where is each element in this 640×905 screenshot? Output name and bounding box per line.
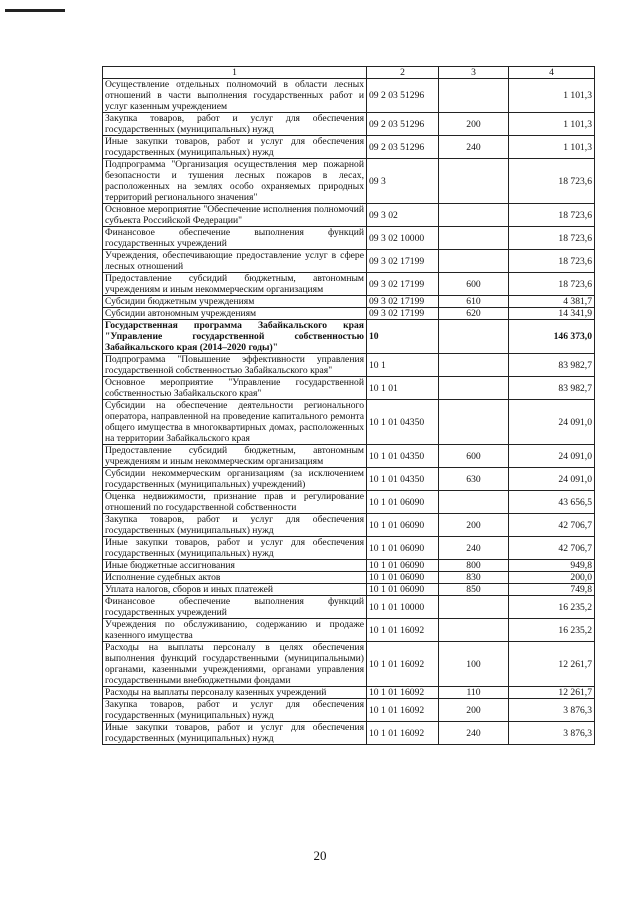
- row-code: 10 1: [367, 354, 439, 377]
- row-expense-type: 110: [439, 687, 509, 699]
- row-code: 10 1 01 16092: [367, 699, 439, 722]
- row-name: Оценка недвижимости, признание прав и регулирование отношений по государственной собственности: [103, 491, 367, 514]
- top-rule: [5, 9, 65, 12]
- row-sum: 18 723,6: [509, 227, 595, 250]
- row-expense-type: 830: [439, 572, 509, 584]
- row-expense-type: 200: [439, 113, 509, 136]
- row-code: 10: [367, 320, 439, 354]
- row-code: 10 1 01 04350: [367, 400, 439, 445]
- header-col-1: 1: [103, 67, 367, 79]
- row-sum: 949,8: [509, 560, 595, 572]
- row-expense-type: 630: [439, 468, 509, 491]
- row-expense-type: 850: [439, 584, 509, 596]
- row-sum: 16 235,2: [509, 596, 595, 619]
- row-sum: 42 706,7: [509, 514, 595, 537]
- row-name: Субсидии бюджетным учреждениям: [103, 296, 367, 308]
- row-name: Иные бюджетные ассигнования: [103, 560, 367, 572]
- row-name: Основное мероприятие "Обеспечение исполнения полномочий субъекта Российской Федерации": [103, 204, 367, 227]
- row-name: Иные закупки товаров, работ и услуг для обеспечения государственных (муниципальных) нужд: [103, 722, 367, 745]
- table-row: [103, 596, 595, 619]
- row-name: Субсидии некоммерческим организациям (за исключением государственных (муниципальных) учреждений): [103, 468, 367, 491]
- row-name: Предоставление субсидий бюджетным, автономным учреждениям и иным некоммерческим организациям: [103, 445, 367, 468]
- table-row: [103, 320, 595, 354]
- row-code: 10 1 01 10000: [367, 596, 439, 619]
- row-name: Субсидии автономным учреждениям: [103, 308, 367, 320]
- table-row: [103, 468, 595, 491]
- table-row: [103, 250, 595, 273]
- row-expense-type: 200: [439, 514, 509, 537]
- table-row: [103, 227, 595, 250]
- row-code: 09 2 03 51296: [367, 113, 439, 136]
- row-code: 10 1 01 16092: [367, 722, 439, 745]
- table-row: [103, 572, 595, 584]
- row-expense-type: 600: [439, 445, 509, 468]
- row-expense-type: 600: [439, 273, 509, 296]
- row-code: 09 3 02 17199: [367, 308, 439, 320]
- row-sum: 749,8: [509, 584, 595, 596]
- table-row: [103, 722, 595, 745]
- row-expense-type: [439, 596, 509, 619]
- row-code: 09 3 02 10000: [367, 227, 439, 250]
- row-code: 09 3 02 17199: [367, 250, 439, 273]
- row-code: 09 2 03 51296: [367, 79, 439, 113]
- row-sum: 1 101,3: [509, 136, 595, 159]
- row-code: 10 1 01: [367, 377, 439, 400]
- row-code: 10 1 01 06090: [367, 572, 439, 584]
- row-name: Подпрограмма "Повышение эффективности управления государственной собственностью Забайкальского края": [103, 354, 367, 377]
- row-sum: 83 982,7: [509, 354, 595, 377]
- table-row: [103, 113, 595, 136]
- table-row: [103, 699, 595, 722]
- budget-table: [102, 66, 595, 745]
- row-sum: 42 706,7: [509, 537, 595, 560]
- table-row: [103, 491, 595, 514]
- row-code: 10 1 01 06090: [367, 514, 439, 537]
- row-name: Уплата налогов, сборов и иных платежей: [103, 584, 367, 596]
- row-name: Подпрограмма "Организация осуществления мер пожарной безопасности и тушения лесных пожаров в лесах, расположенных на землях особо охраняемых природных территорий регионального значения": [103, 159, 367, 204]
- table-row: [103, 354, 595, 377]
- row-expense-type: 610: [439, 296, 509, 308]
- row-sum: 146 373,0: [509, 320, 595, 354]
- table-row: [103, 136, 595, 159]
- row-sum: 83 982,7: [509, 377, 595, 400]
- table-row: [103, 79, 595, 113]
- row-sum: 24 091,0: [509, 445, 595, 468]
- row-name: Закупка товаров, работ и услуг для обеспечения государственных (муниципальных) нужд: [103, 113, 367, 136]
- row-sum: 18 723,6: [509, 159, 595, 204]
- row-code: 10 1 01 16092: [367, 619, 439, 642]
- row-code: 10 1 01 16092: [367, 687, 439, 699]
- row-name: Предоставление субсидий бюджетным, автономным учреждениям и иным некоммерческим организациям: [103, 273, 367, 296]
- row-name: Субсидии на обеспечение деятельности регионального оператора, направленной на проведение капитального ремонта общего имущества в многоквартирных домах, расположенных на территории Забайкальского края: [103, 400, 367, 445]
- row-sum: 18 723,6: [509, 204, 595, 227]
- row-sum: 16 235,2: [509, 619, 595, 642]
- row-code: 09 3 02 17199: [367, 296, 439, 308]
- table-row: [103, 204, 595, 227]
- row-expense-type: [439, 619, 509, 642]
- row-name: Расходы на выплаты персоналу казенных учреждений: [103, 687, 367, 699]
- row-expense-type: [439, 227, 509, 250]
- row-name: Расходы на выплаты персоналу в целях обеспечения выполнения функций государственными (муниципальными) органами, казенными учреждениями, органами управления государственными внебюджетными фондами: [103, 642, 367, 687]
- row-expense-type: 200: [439, 699, 509, 722]
- table-row: [103, 642, 595, 687]
- table-row: [103, 159, 595, 204]
- row-sum: 12 261,7: [509, 642, 595, 687]
- row-expense-type: [439, 159, 509, 204]
- row-code: 09 2 03 51296: [367, 136, 439, 159]
- row-name: Осуществление отдельных полномочий в области лесных отношений в части выполнения государственных работ и услуг казенным учреждением: [103, 79, 367, 113]
- row-code: 10 1 01 16092: [367, 642, 439, 687]
- row-code: 10 1 01 04350: [367, 468, 439, 491]
- row-expense-type: [439, 204, 509, 227]
- table-row: [103, 584, 595, 596]
- row-expense-type: 240: [439, 722, 509, 745]
- row-name: Финансовое обеспечение выполнения функций государственных учреждений: [103, 596, 367, 619]
- row-expense-type: 800: [439, 560, 509, 572]
- row-sum: 18 723,6: [509, 250, 595, 273]
- row-sum: 18 723,6: [509, 273, 595, 296]
- row-code: 10 1 01 04350: [367, 445, 439, 468]
- row-code: 09 3: [367, 159, 439, 204]
- row-expense-type: 100: [439, 642, 509, 687]
- row-name: Закупка товаров, работ и услуг для обеспечения государственных (муниципальных) нужд: [103, 514, 367, 537]
- table-row: [103, 296, 595, 308]
- row-name: Закупка товаров, работ и услуг для обеспечения государственных (муниципальных) нужд: [103, 699, 367, 722]
- table-row: [103, 273, 595, 296]
- row-sum: 12 261,7: [509, 687, 595, 699]
- row-sum: 4 381,7: [509, 296, 595, 308]
- row-name: Иные закупки товаров, работ и услуг для обеспечения государственных (муниципальных) нужд: [103, 136, 367, 159]
- row-sum: 1 101,3: [509, 79, 595, 113]
- header-col-3: 3: [439, 67, 509, 79]
- row-sum: 3 876,3: [509, 699, 595, 722]
- row-expense-type: [439, 491, 509, 514]
- row-sum: 3 876,3: [509, 722, 595, 745]
- row-sum: 24 091,0: [509, 400, 595, 445]
- row-name: Учреждения по обслуживанию, содержанию и продаже казенного имущества: [103, 619, 367, 642]
- row-name: Исполнение судебных актов: [103, 572, 367, 584]
- row-sum: 14 341,9: [509, 308, 595, 320]
- table-row: [103, 377, 595, 400]
- row-expense-type: [439, 354, 509, 377]
- table-row: [103, 514, 595, 537]
- row-name: Государственная программа Забайкальского края "Управление государственной собственностью Забайкальского края (2014–2020 годы)": [103, 320, 367, 354]
- row-name: Финансовое обеспечение выполнения функций государственных учреждений: [103, 227, 367, 250]
- row-name: Учреждения, обеспечивающие предоставление услуг в сфере лесных отношений: [103, 250, 367, 273]
- header-col-2: 2: [367, 67, 439, 79]
- row-code: 09 3 02 17199: [367, 273, 439, 296]
- row-expense-type: 620: [439, 308, 509, 320]
- table-row: [103, 537, 595, 560]
- row-expense-type: [439, 250, 509, 273]
- row-expense-type: [439, 320, 509, 354]
- row-sum: 1 101,3: [509, 113, 595, 136]
- row-name: Основное мероприятие "Управление государственной собственностью Забайкальского края": [103, 377, 367, 400]
- table-body: [103, 79, 595, 745]
- header-col-4: 4: [509, 67, 595, 79]
- table-row: [103, 560, 595, 572]
- row-code: 10 1 01 06090: [367, 560, 439, 572]
- row-code: 09 3 02: [367, 204, 439, 227]
- row-sum: 200,0: [509, 572, 595, 584]
- row-expense-type: [439, 79, 509, 113]
- row-code: 10 1 01 06090: [367, 491, 439, 514]
- row-sum: 24 091,0: [509, 468, 595, 491]
- header-row: [103, 67, 595, 79]
- table-row: [103, 619, 595, 642]
- table-row: [103, 445, 595, 468]
- row-expense-type: [439, 377, 509, 400]
- row-name: Иные закупки товаров, работ и услуг для обеспечения государственных (муниципальных) нужд: [103, 537, 367, 560]
- page-number: 20: [313, 848, 327, 863]
- row-expense-type: 240: [439, 136, 509, 159]
- row-expense-type: 240: [439, 537, 509, 560]
- table-row: [103, 308, 595, 320]
- row-expense-type: [439, 400, 509, 445]
- row-code: 10 1 01 06090: [367, 584, 439, 596]
- table-row: [103, 400, 595, 445]
- row-sum: 43 656,5: [509, 491, 595, 514]
- row-code: 10 1 01 06090: [367, 537, 439, 560]
- table-row: [103, 687, 595, 699]
